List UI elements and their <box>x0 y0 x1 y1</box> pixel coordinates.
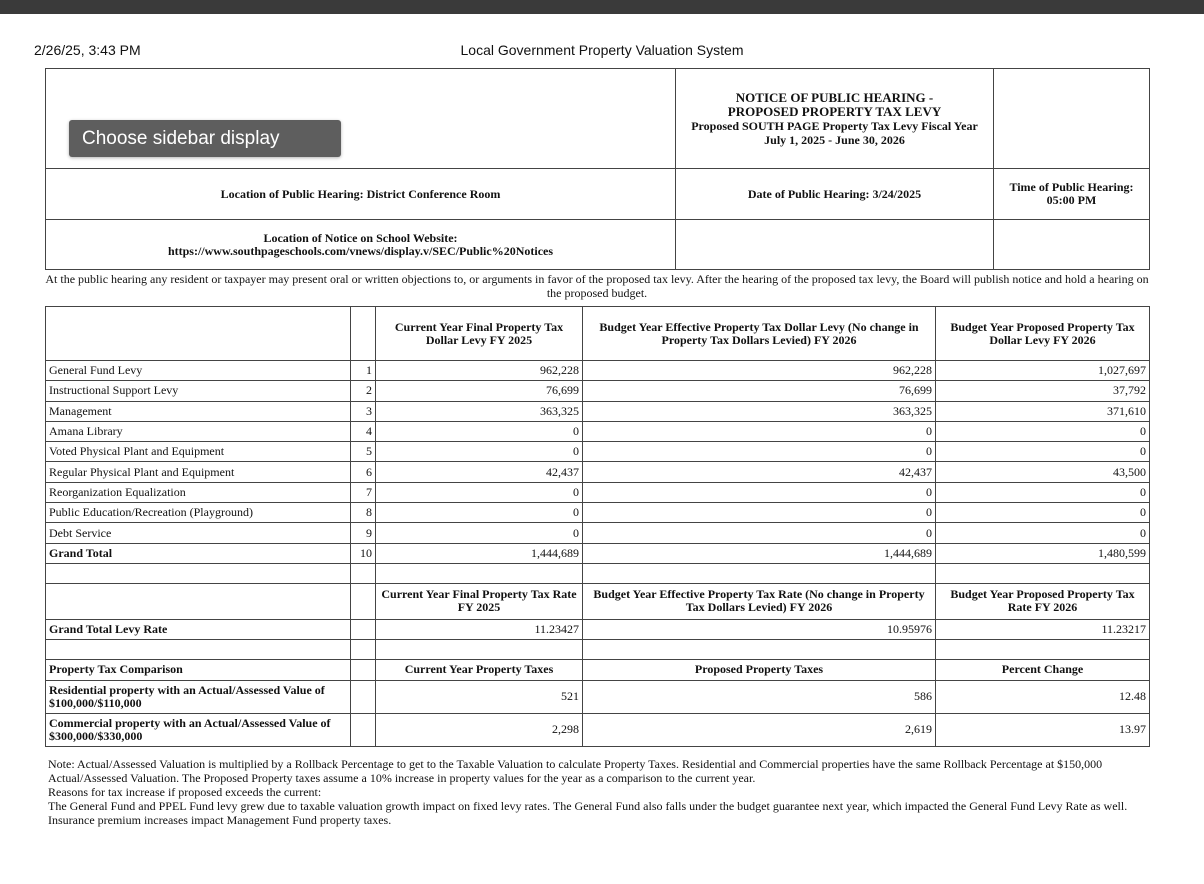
blank-cell <box>46 307 351 361</box>
rollback-note: Note: Actual/Assessed Valuation is multiplied by a Rollback Percentage to get to the Taxable Valuation to calculate Property Taxes. Residential and Commercial properties have the same Rollback Percentage at $150,000 Actual/Assessed Valuation. The Proposed Property taxes assume a 10% increase in property values for the year as a comparison to the current year. <box>48 757 1103 785</box>
blank-cell <box>936 639 1150 659</box>
levy-row-effective: 42,437 <box>583 462 936 482</box>
levy-row <box>46 361 1150 381</box>
website-url[interactable]: https://www.southpageschools.com/vnews/display.v/SEC/Public%20Notices <box>167 243 554 258</box>
levy-row-effective: 0 <box>583 523 936 543</box>
comparison-row <box>46 713 1150 746</box>
levy-row-current: 76,699 <box>376 381 583 401</box>
grand-total-row <box>46 543 1150 563</box>
levy-row <box>46 381 1150 401</box>
comparison-header-proposed: Proposed Property Taxes <box>583 659 936 680</box>
rate-header-current: Current Year Final Property Tax Rate FY 2025 <box>376 583 583 619</box>
levy-row-current: 42,437 <box>376 462 583 482</box>
levy-row-effective: 0 <box>583 482 936 502</box>
levy-row-effective: 0 <box>583 503 936 523</box>
blank-cell <box>351 563 376 583</box>
comparison-row-current: 521 <box>376 680 583 713</box>
levy-row-effective: 363,325 <box>583 401 936 421</box>
levy-row-proposed: 37,792 <box>936 381 1150 401</box>
levy-row-num: 2 <box>351 381 376 401</box>
levy-row-current: 962,228 <box>376 361 583 381</box>
levy-row-current: 363,325 <box>376 401 583 421</box>
levy-row-proposed: 0 <box>936 503 1150 523</box>
levy-row-proposed: 1,027,697 <box>936 361 1150 381</box>
spacer-row <box>46 563 1150 583</box>
levy-row-effective: 0 <box>583 442 936 462</box>
levy-row <box>46 482 1150 502</box>
grand-total-effective: 1,444,689 <box>583 543 936 563</box>
blank-cell <box>351 659 376 680</box>
grand-total-current: 1,444,689 <box>376 543 583 563</box>
levy-row-label: Reorganization Equalization <box>46 482 351 502</box>
notes-section <box>48 757 1148 827</box>
levy-row-label: Management <box>46 401 351 421</box>
blank-cell <box>46 563 351 583</box>
blank-cell <box>351 583 376 619</box>
levy-row <box>46 523 1150 543</box>
blank-cell <box>936 563 1150 583</box>
levy-row-num: 5 <box>351 442 376 462</box>
levy-row <box>46 442 1150 462</box>
notice-title-line2: PROPOSED PROPERTY TAX LEVY <box>727 103 942 119</box>
levy-row <box>46 401 1150 421</box>
rate-proposed: 11.23217 <box>936 619 1150 639</box>
sidebar-display-tooltip[interactable]: Choose sidebar display <box>69 120 341 157</box>
comparison-header-current: Current Year Property Taxes <box>376 659 583 680</box>
browser-top-bar <box>0 0 1204 14</box>
notice-title-line1: NOTICE OF PUBLIC HEARING - <box>735 89 934 105</box>
levy-row-num: 7 <box>351 482 376 502</box>
rate-header-row <box>46 583 1150 619</box>
print-datetime: 2/26/25, 3:43 PM <box>34 42 141 58</box>
levy-row-num: 6 <box>351 462 376 482</box>
blank-cell <box>351 619 376 639</box>
levy-row-proposed: 0 <box>936 442 1150 462</box>
comparison-row-percent: 13.97 <box>936 713 1150 746</box>
levy-row-current: 0 <box>376 421 583 441</box>
spacer-row <box>46 639 1150 659</box>
levy-row-num: 1 <box>351 361 376 381</box>
blank-cell <box>351 680 376 713</box>
blank-cell <box>583 563 936 583</box>
comparison-header-percent: Percent Change <box>936 659 1150 680</box>
comparison-header-label: Property Tax Comparison <box>46 659 351 680</box>
website-cell <box>46 220 676 270</box>
levy-row-effective: 0 <box>583 421 936 441</box>
notice-subtitle: Proposed SOUTH PAGE Property Tax Levy Fiscal Year July 1, 2025 - June 30, 2026 <box>691 118 978 147</box>
levy-header-current: Current Year Final Property Tax Dollar Levy FY 2025 <box>376 307 583 361</box>
comparison-row-current: 2,298 <box>376 713 583 746</box>
reasons-label: Reasons for tax increase if proposed exceeds the current: <box>48 785 322 799</box>
levy-row-effective: 962,228 <box>583 361 936 381</box>
levy-row-num: 3 <box>351 401 376 421</box>
blank-cell <box>994 69 1150 169</box>
blank-cell <box>376 639 583 659</box>
levy-row <box>46 421 1150 441</box>
levy-row-label: Amana Library <box>46 421 351 441</box>
website-label: Location of Notice on School Website: <box>263 230 458 245</box>
levy-row <box>46 462 1150 482</box>
levy-header-proposed: Budget Year Proposed Property Tax Dollar Levy FY 2026 <box>936 307 1150 361</box>
rate-current: 11.23427 <box>376 619 583 639</box>
blank-cell <box>351 713 376 746</box>
levy-table <box>45 306 1150 747</box>
comparison-row-label: Residential property with an Actual/Assessed Value of $100,000/$110,000 <box>46 680 351 713</box>
grand-total-label: Grand Total <box>46 543 351 563</box>
blank-cell <box>351 307 376 361</box>
blank-cell <box>676 220 994 270</box>
blank-cell <box>583 639 936 659</box>
levy-header-effective: Budget Year Effective Property Tax Dollar Levy (No change in Property Tax Dollars Levied) FY 2026 <box>583 307 936 361</box>
comparison-row-label: Commercial property with an Actual/Assessed Value of $300,000/$330,000 <box>46 713 351 746</box>
levy-row-label: Regular Physical Plant and Equipment <box>46 462 351 482</box>
levy-row-current: 0 <box>376 523 583 543</box>
notice-title-cell <box>676 69 994 169</box>
blank-cell <box>994 220 1150 270</box>
comparison-row-proposed: 586 <box>583 680 936 713</box>
hearing-statement: At the public hearing any resident or taxpayer may present oral or written objections to, or arguments in favor of the proposed tax levy. After the hearing of the proposed tax levy, the Board will publish notice and hold a hearing on the proposed budget. <box>45 272 1149 300</box>
comparison-row-proposed: 2,619 <box>583 713 936 746</box>
rate-label: Grand Total Levy Rate <box>46 619 351 639</box>
blank-cell <box>46 639 351 659</box>
blank-cell <box>46 583 351 619</box>
levy-row-label: Instructional Support Levy <box>46 381 351 401</box>
system-title: Local Government Property Valuation System <box>460 42 744 58</box>
levy-row-num: 8 <box>351 503 376 523</box>
levy-row-proposed: 0 <box>936 523 1150 543</box>
levy-row <box>46 503 1150 523</box>
grand-total-num: 10 <box>351 543 376 563</box>
levy-row-effective: 76,699 <box>583 381 936 401</box>
rate-effective: 10.95976 <box>583 619 936 639</box>
levy-row-num: 9 <box>351 523 376 543</box>
comparison-header-row <box>46 659 1150 680</box>
levy-row-label: General Fund Levy <box>46 361 351 381</box>
levy-row-current: 0 <box>376 482 583 502</box>
hearing-location: Location of Public Hearing: District Conference Room <box>46 169 676 220</box>
levy-row-current: 0 <box>376 503 583 523</box>
blank-cell <box>351 639 376 659</box>
rate-header-proposed: Budget Year Proposed Property Tax Rate FY 2026 <box>936 583 1150 619</box>
comparison-row-percent: 12.48 <box>936 680 1150 713</box>
levy-row-num: 4 <box>351 421 376 441</box>
levy-row-label: Debt Service <box>46 523 351 543</box>
reasons-text: The General Fund and PPEL Fund levy grew due to taxable valuation growth impact on fixed levy rates. The General Fund also falls under the budget guarantee next year, which impacted the General Fund Levy Rate as well. Insurance premium increases impact Management Fund property taxes. <box>48 799 1128 827</box>
grand-total-proposed: 1,480,599 <box>936 543 1150 563</box>
levy-row-label: Voted Physical Plant and Equipment <box>46 442 351 462</box>
rate-header-effective: Budget Year Effective Property Tax Rate (No change in Property Tax Dollars Levied) FY 2026 <box>583 583 936 619</box>
blank-cell <box>376 563 583 583</box>
levy-row-current: 0 <box>376 442 583 462</box>
levy-row-proposed: 371,610 <box>936 401 1150 421</box>
rate-row <box>46 619 1150 639</box>
hearing-time: Time of Public Hearing: 05:00 PM <box>994 169 1150 220</box>
hearing-date: Date of Public Hearing: 3/24/2025 <box>676 169 994 220</box>
levy-row-proposed: 43,500 <box>936 462 1150 482</box>
notice-header-table <box>45 68 1150 270</box>
levy-row-label: Public Education/Recreation (Playground) <box>46 503 351 523</box>
levy-row-proposed: 0 <box>936 482 1150 502</box>
comparison-row <box>46 680 1150 713</box>
levy-row-proposed: 0 <box>936 421 1150 441</box>
